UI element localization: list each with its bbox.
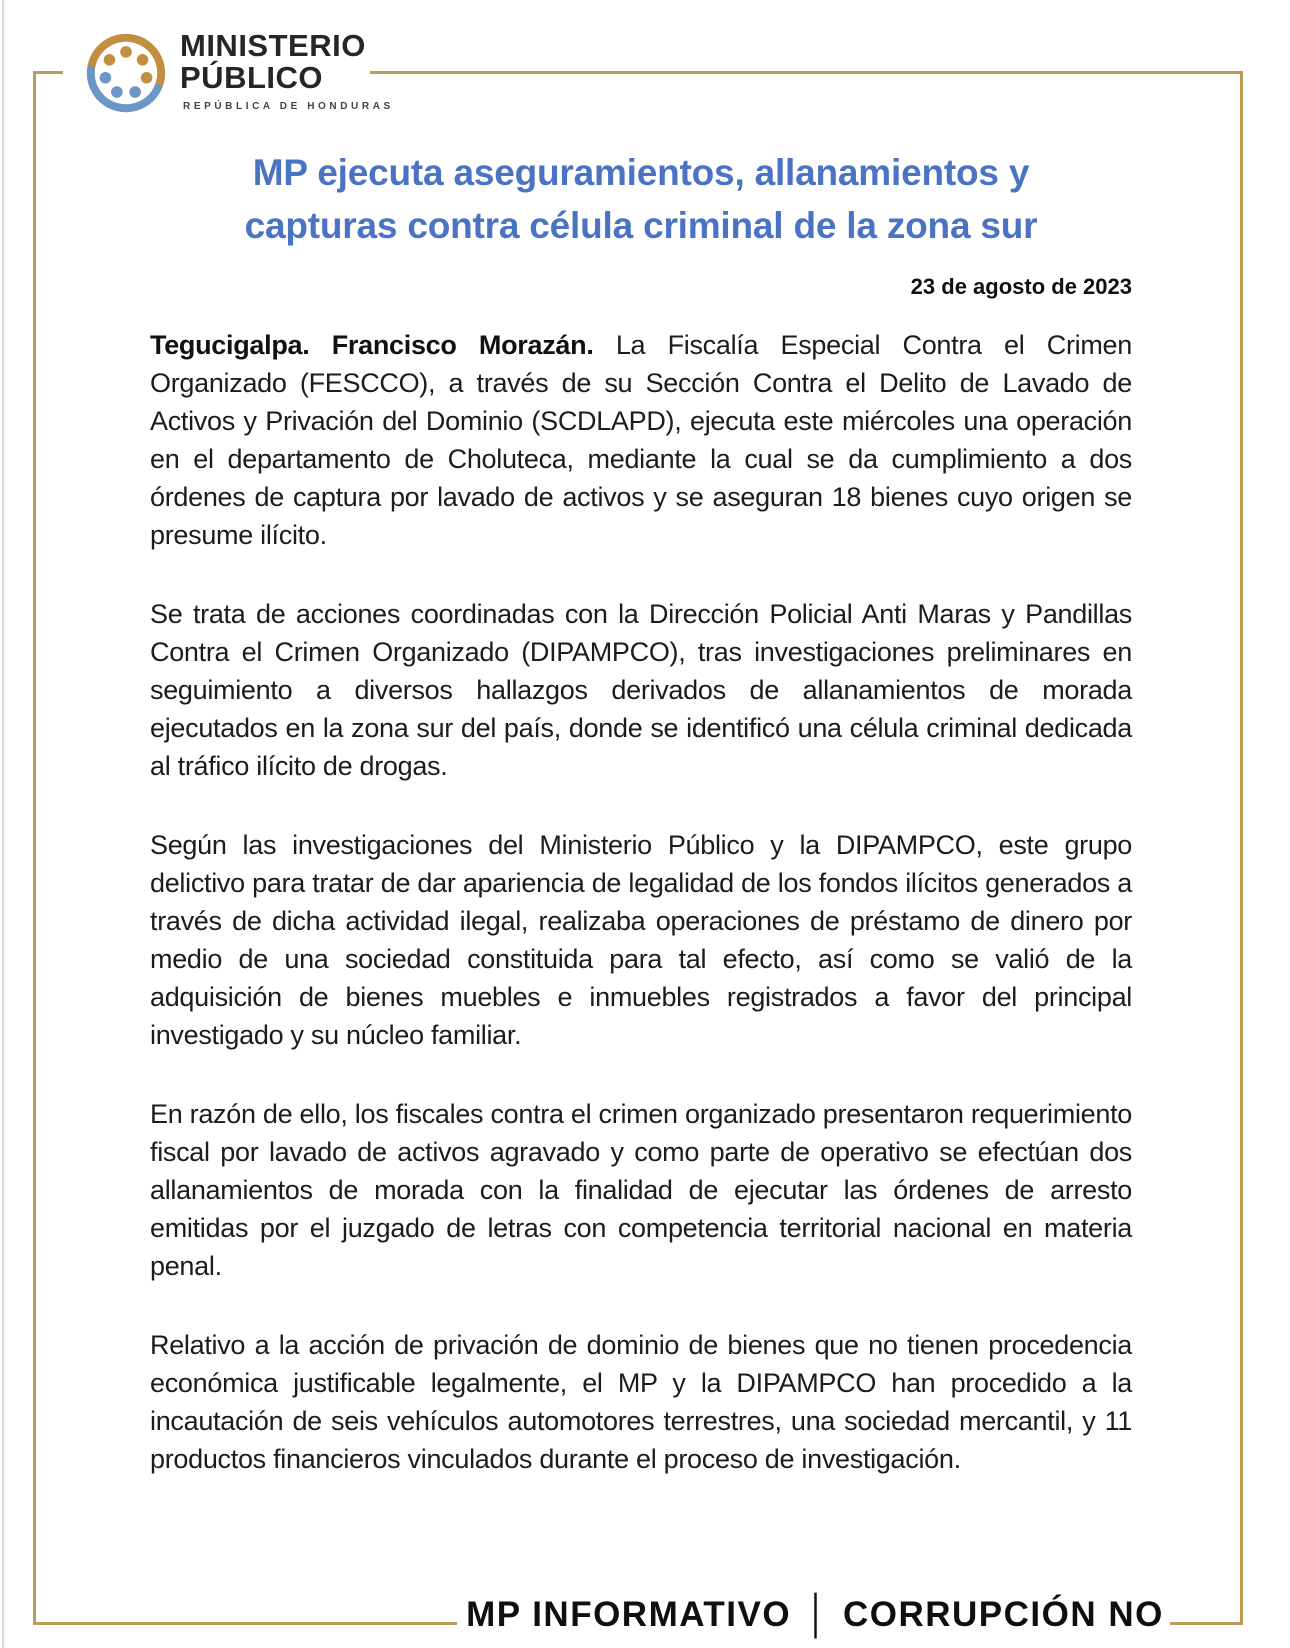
article-title-line1: MP ejecuta aseguramientos, allanamientos y bbox=[252, 152, 1030, 193]
paragraph-4: En razón de ello, los fiscales contra el crimen organizado presentaron requerimiento fiscal por lavado de activos agravado y como parte de operativo se efectúan dos allanamientos de morada con la finalidad de ejecutar las órdenes de arresto emitidas por el juzgado de letras con competencia territorial nacional en materia penal. bbox=[150, 1099, 1132, 1281]
frame-bottom-border-right bbox=[1170, 1622, 1243, 1625]
article-title-line2: capturas contra célula criminal de la zona sur bbox=[244, 205, 1038, 246]
paragraph-5: Relativo a la acción de privación de dominio de bienes que no tienen procedencia económica justificable legalmente, el MP y la DIPAMPCO han procedido a la incautación de seis vehículos automotores terrestres, una sociedad mercantil, y 11 productos financieros vinculados durante el proceso de investigación. bbox=[150, 1330, 1132, 1474]
frame-right-border bbox=[1240, 71, 1243, 1625]
footer-slogan bbox=[460, 1595, 1170, 1635]
paragraph-1-lead: Tegucigalpa. Francisco Morazán. bbox=[150, 330, 594, 360]
logo-name-line1: MINISTERIO bbox=[180, 28, 366, 63]
paragraph-3: Según las investigaciones del Ministerio Público y la DIPAMPCO, este grupo delictivo para tratar de dar apariencia de legalidad de los fondos ilícitos generados a través de dicha actividad ilegal, realizaba operaciones de préstamo de dinero por medio de una sociedad constituida para tal efecto, así como se valió de la adquisición de bienes muebles e inmuebles registrados a favor del principal investigado y su núcleo familiar. bbox=[150, 830, 1132, 1050]
frame-left-border bbox=[33, 71, 36, 1625]
logo-name-line2: PÚBLICO bbox=[180, 60, 323, 95]
logo-subtitle: REPÚBLICA DE HONDURAS bbox=[183, 101, 394, 112]
frame-top-border bbox=[370, 71, 1243, 74]
paragraph-1-text: La Fiscalía Especial Contra el Crimen Organizado (FESCCO), a través de su Sección Contra el Delito de Lavado de Activos y Privación del Dominio (SCDLAPD), ejecuta este miércoles una operación en el departamento de Choluteca, mediante la cual se da cumplimiento a dos órdenes de captura por lavado de activos y se aseguran 18 bienes cuyo origen se presume ilícito. bbox=[150, 330, 1132, 550]
paragraph-2: Se trata de acciones coordinadas con la Dirección Policial Anti Maras y Pandillas Contra el Crimen Organizado (DIPAMPCO), tras investigaciones preliminares en seguimiento a diversos hallazgos derivados de allanamientos de morada ejecutados en la zona sur del país, donde se identificó una célula criminal dedicada al tráfico ilícito de drogas. bbox=[150, 599, 1132, 781]
article-date: 23 de agosto de 2023 bbox=[910, 274, 1132, 299]
footer-slogan-left: MP INFORMATIVO bbox=[466, 1595, 792, 1634]
frame-top-border-stub bbox=[33, 71, 63, 74]
article-title bbox=[150, 146, 1132, 252]
frame-bottom-border-left bbox=[33, 1622, 457, 1625]
page-edge-line bbox=[2, 0, 4, 1648]
logo-wordmark bbox=[180, 30, 366, 94]
footer-separator: │ bbox=[806, 1593, 828, 1636]
footer-slogan-right: CORRUPCIÓN NO bbox=[842, 1595, 1164, 1634]
paragraph-1 bbox=[150, 326, 1132, 554]
ministerio-publico-emblem-icon bbox=[82, 26, 170, 120]
article-body bbox=[150, 326, 1132, 1519]
